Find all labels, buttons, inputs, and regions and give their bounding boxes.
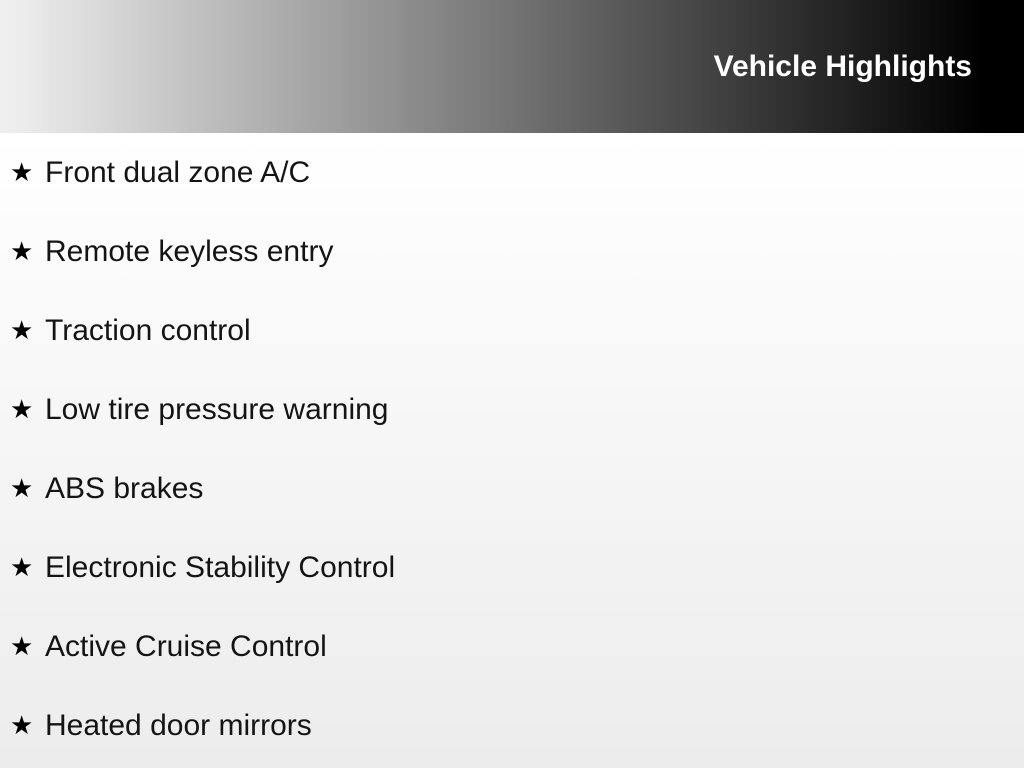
star-bullet-icon: ★ <box>10 709 34 740</box>
feature-list <box>0 133 1024 765</box>
page-title: Vehicle Highlights <box>713 49 972 83</box>
feature-label: Remote keyless entry <box>45 235 334 268</box>
list-item <box>10 607 1024 686</box>
feature-label: Low tire pressure warning <box>45 393 389 426</box>
feature-label: Heated door mirrors <box>45 709 312 742</box>
list-item <box>10 291 1024 370</box>
feature-label: Traction control <box>45 314 251 347</box>
list-item <box>10 528 1024 607</box>
list-item <box>10 133 1024 212</box>
star-bullet-icon: ★ <box>10 393 34 424</box>
star-bullet-icon: ★ <box>10 630 34 661</box>
feature-label: Front dual zone A/C <box>45 156 311 189</box>
list-item <box>10 686 1024 765</box>
header-banner <box>0 0 1024 133</box>
feature-label: Active Cruise Control <box>45 630 327 663</box>
star-bullet-icon: ★ <box>10 472 34 503</box>
list-item <box>10 449 1024 528</box>
star-bullet-icon: ★ <box>10 156 34 187</box>
list-item <box>10 212 1024 291</box>
feature-label: Electronic Stability Control <box>45 551 396 584</box>
list-item <box>10 370 1024 449</box>
star-bullet-icon: ★ <box>10 235 34 266</box>
feature-label: ABS brakes <box>45 472 204 505</box>
star-bullet-icon: ★ <box>10 314 34 345</box>
star-bullet-icon: ★ <box>10 551 34 582</box>
